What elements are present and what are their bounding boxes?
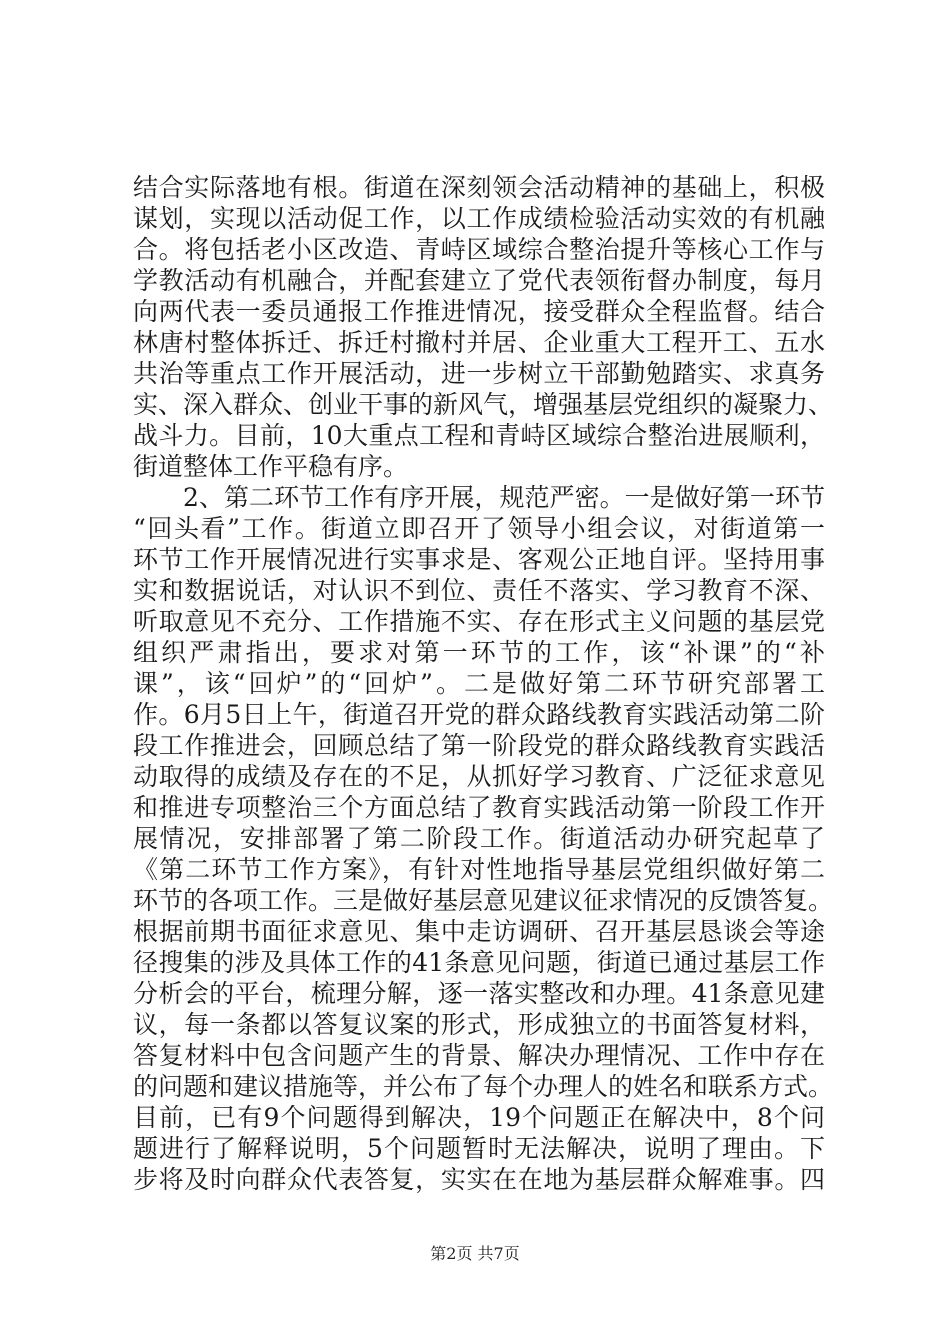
text-line: 径搜集的涉及具体工作的41条意见问题，街道已通过基层工作	[133, 948, 825, 977]
text-line: 环节工作开展情况进行实事求是、客观公正地自评。坚持用事	[133, 545, 825, 574]
text-line: 分析会的平台，梳理分解，逐一落实整改和办理。41条意见建	[133, 979, 825, 1008]
text-line: 林唐村整体拆迁、拆迁村撤村并居、企业重大工程开工、五水	[133, 328, 825, 357]
text-line: 的问题和建议措施等，并公布了每个办理人的姓名和联系方式。	[133, 1072, 834, 1101]
text-line: 实和数据说话，对认识不到位、责任不落实、学习教育不深、	[133, 576, 825, 605]
text-line: 《第二环节工作方案》，有针对性地指导基层党组织做好第二	[133, 855, 825, 884]
text-line: 根据前期书面征求意见、集中走访调研、召开基层恳谈会等途	[133, 917, 825, 946]
text-line: 题进行了解释说明，5个问题暂时无法解决，说明了理由。下	[133, 1134, 825, 1163]
text-line: 和推进专项整治三个方面总结了教育实践活动第一阶段工作开	[133, 793, 825, 822]
text-line: 作。6月5日上午，街道召开党的群众路线教育实践活动第二阶	[133, 700, 825, 729]
text-line: 步将及时向群众代表答复，实实在在地为基层群众解难事。四	[133, 1165, 825, 1194]
text-line: 共治等重点工作开展活动，进一步树立干部勤勉踏实、求真务	[133, 359, 825, 388]
text-line: 街道整体工作平稳有序。	[133, 452, 409, 481]
text-line: 听取意见不充分、工作措施不实、存在形式主义问题的基层党	[133, 607, 825, 636]
text-line: 展情况，安排部署了第二阶段工作。街道活动办研究起草了	[133, 824, 825, 853]
text-line: 组织严肃指出，要求对第一环节的工作，该“补课”的“补	[133, 638, 825, 667]
text-line: 目前，已有9个问题得到解决，19个问题正在解决中，8个问	[133, 1103, 825, 1132]
text-line: 课”，该“回炉”的“回炉”。二是做好第二环节研究部署工	[133, 669, 825, 698]
text-line: 段工作推进会，回顾总结了第一阶段党的群众路线教育实践活	[133, 731, 825, 760]
text-line: 学教活动有机融合，并配套建立了党代表领衔督办制度，每月	[133, 266, 825, 295]
text-line: 动取得的成绩及存在的不足，从抓好学习教育、广泛征求意见	[133, 762, 825, 791]
text-line: 议，每一条都以答复议案的形式，形成独立的书面答复材料，	[133, 1010, 825, 1039]
text-line: 战斗力。目前，10大重点工程和青峙区域综合整治进展顺利，	[133, 421, 825, 450]
text-line: 结合实际落地有根。街道在深刻领会活动精神的基础上，积极	[133, 173, 825, 202]
text-line: 合。将包括老小区改造、青峙区域综合整治提升等核心工作与	[133, 235, 825, 264]
text-line: 实、深入群众、创业干事的新风气，增强基层党组织的凝聚力、	[133, 390, 834, 419]
page-number-footer: 第2页 共7页	[430, 1244, 520, 1263]
text-line: 向两代表一委员通报工作推进情况，接受群众全程监督。结合	[133, 297, 825, 326]
text-line: 环节的各项工作。三是做好基层意见建议征求情况的反馈答复。	[133, 886, 834, 915]
paragraph-start-line: 2、第二环节工作有序开展，规范严密。一是做好第一环节	[183, 483, 825, 512]
body-text	[133, 172, 834, 1195]
text-line: 谋划，实现以活动促工作，以工作成绩检验活动实效的有机融	[133, 204, 825, 233]
text-line: “回头看”工作。街道立即召开了领导小组会议，对街道第一	[133, 514, 825, 543]
text-line: 答复材料中包含问题产生的背景、解决办理情况、工作中存在	[133, 1041, 825, 1070]
